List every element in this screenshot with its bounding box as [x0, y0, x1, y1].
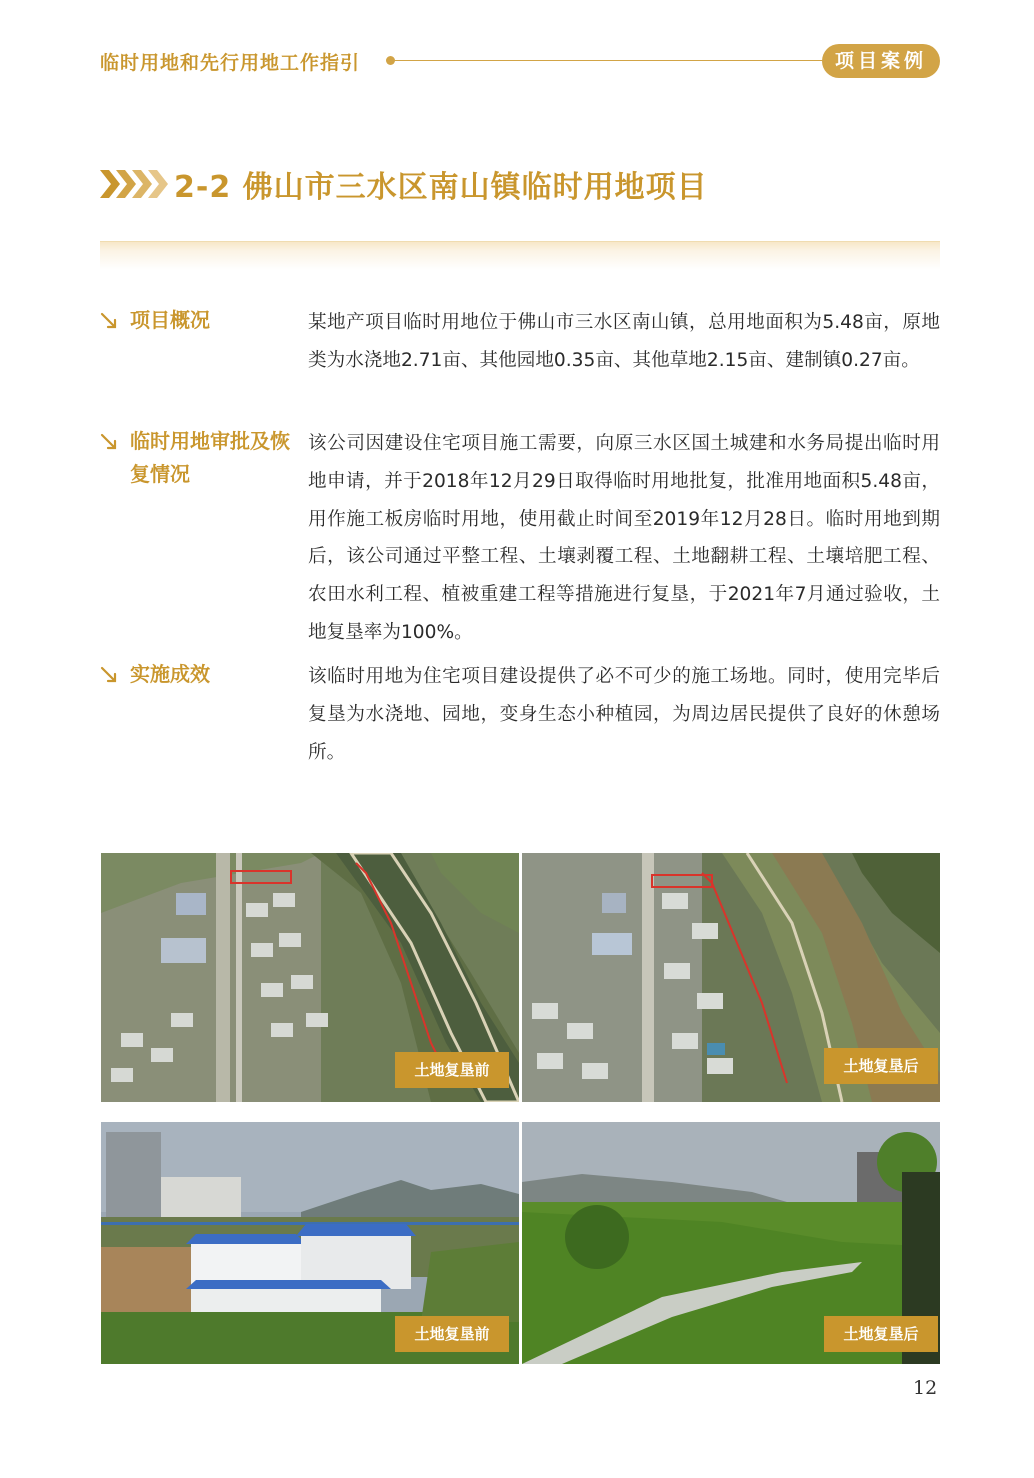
- section-title: 2-2 佛山市三水区南山镇临时用地项目: [174, 170, 708, 205]
- section-heading: [100, 164, 708, 204]
- diagonal-arrow-icon: [100, 433, 118, 451]
- header-rule: [392, 60, 832, 61]
- diagonal-arrow-icon: [100, 666, 118, 684]
- page-number: 12: [913, 1377, 938, 1399]
- photo-caption: 土地复垦后: [824, 1048, 938, 1084]
- aerial-photo-after: [522, 853, 940, 1102]
- row-results: [100, 658, 940, 778]
- row-project-overview: [100, 304, 940, 414]
- row-approval-restoration: [100, 425, 940, 655]
- photo-caption: 土地复垦后: [824, 1316, 938, 1352]
- title-band: [100, 241, 940, 270]
- aerial-photo-before: [101, 853, 519, 1102]
- row-text: 某地产项目临时用地位于佛山市三水区南山镇，总用地面积为5.48亩，原地类为水浇地2.71亩、其他园地0.35亩、其他草地2.15亩、建制镇0.27亩。: [308, 312, 940, 371]
- row-label-text: 项目概况: [130, 308, 210, 332]
- photo-caption: 土地复垦前: [395, 1316, 509, 1352]
- site-photo-before: [101, 1122, 519, 1364]
- photo-caption: 土地复垦前: [395, 1052, 509, 1088]
- row-text: 该临时用地为住宅项目建设提供了必不可少的施工场地。同时，使用完毕后复垦为水浇地、园地，变身生态小种植园，为周边居民提供了良好的休憩场所。: [308, 666, 940, 763]
- row-label-text: 临时用地审批及恢复情况: [130, 429, 290, 486]
- chevrons-icon: [100, 166, 170, 202]
- row-label-text: 实施成效: [130, 662, 210, 686]
- site-photo-after: [522, 1122, 940, 1364]
- diagonal-arrow-icon: [100, 312, 118, 330]
- row-text: 该公司因建设住宅项目施工需要，向原三水区国土城建和水务局提出临时用地申请，并于2018年12月29日取得临时用地批复，批准用地面积5.48亩，用作施工板房临时用地，使用截止时间至2019年12月28日。临时用地到期后，该公司通过平整工程、土壤剥覆工程、土地翻耕工程、土壤培肥工程、农田水利工程、植被重建工程等措施进行复垦，于2021年7月通过验收，土地复垦率为100%。: [308, 433, 940, 643]
- section-tag: 项目案例: [822, 44, 940, 78]
- guide-title: 临时用地和先行用地工作指引: [100, 52, 361, 74]
